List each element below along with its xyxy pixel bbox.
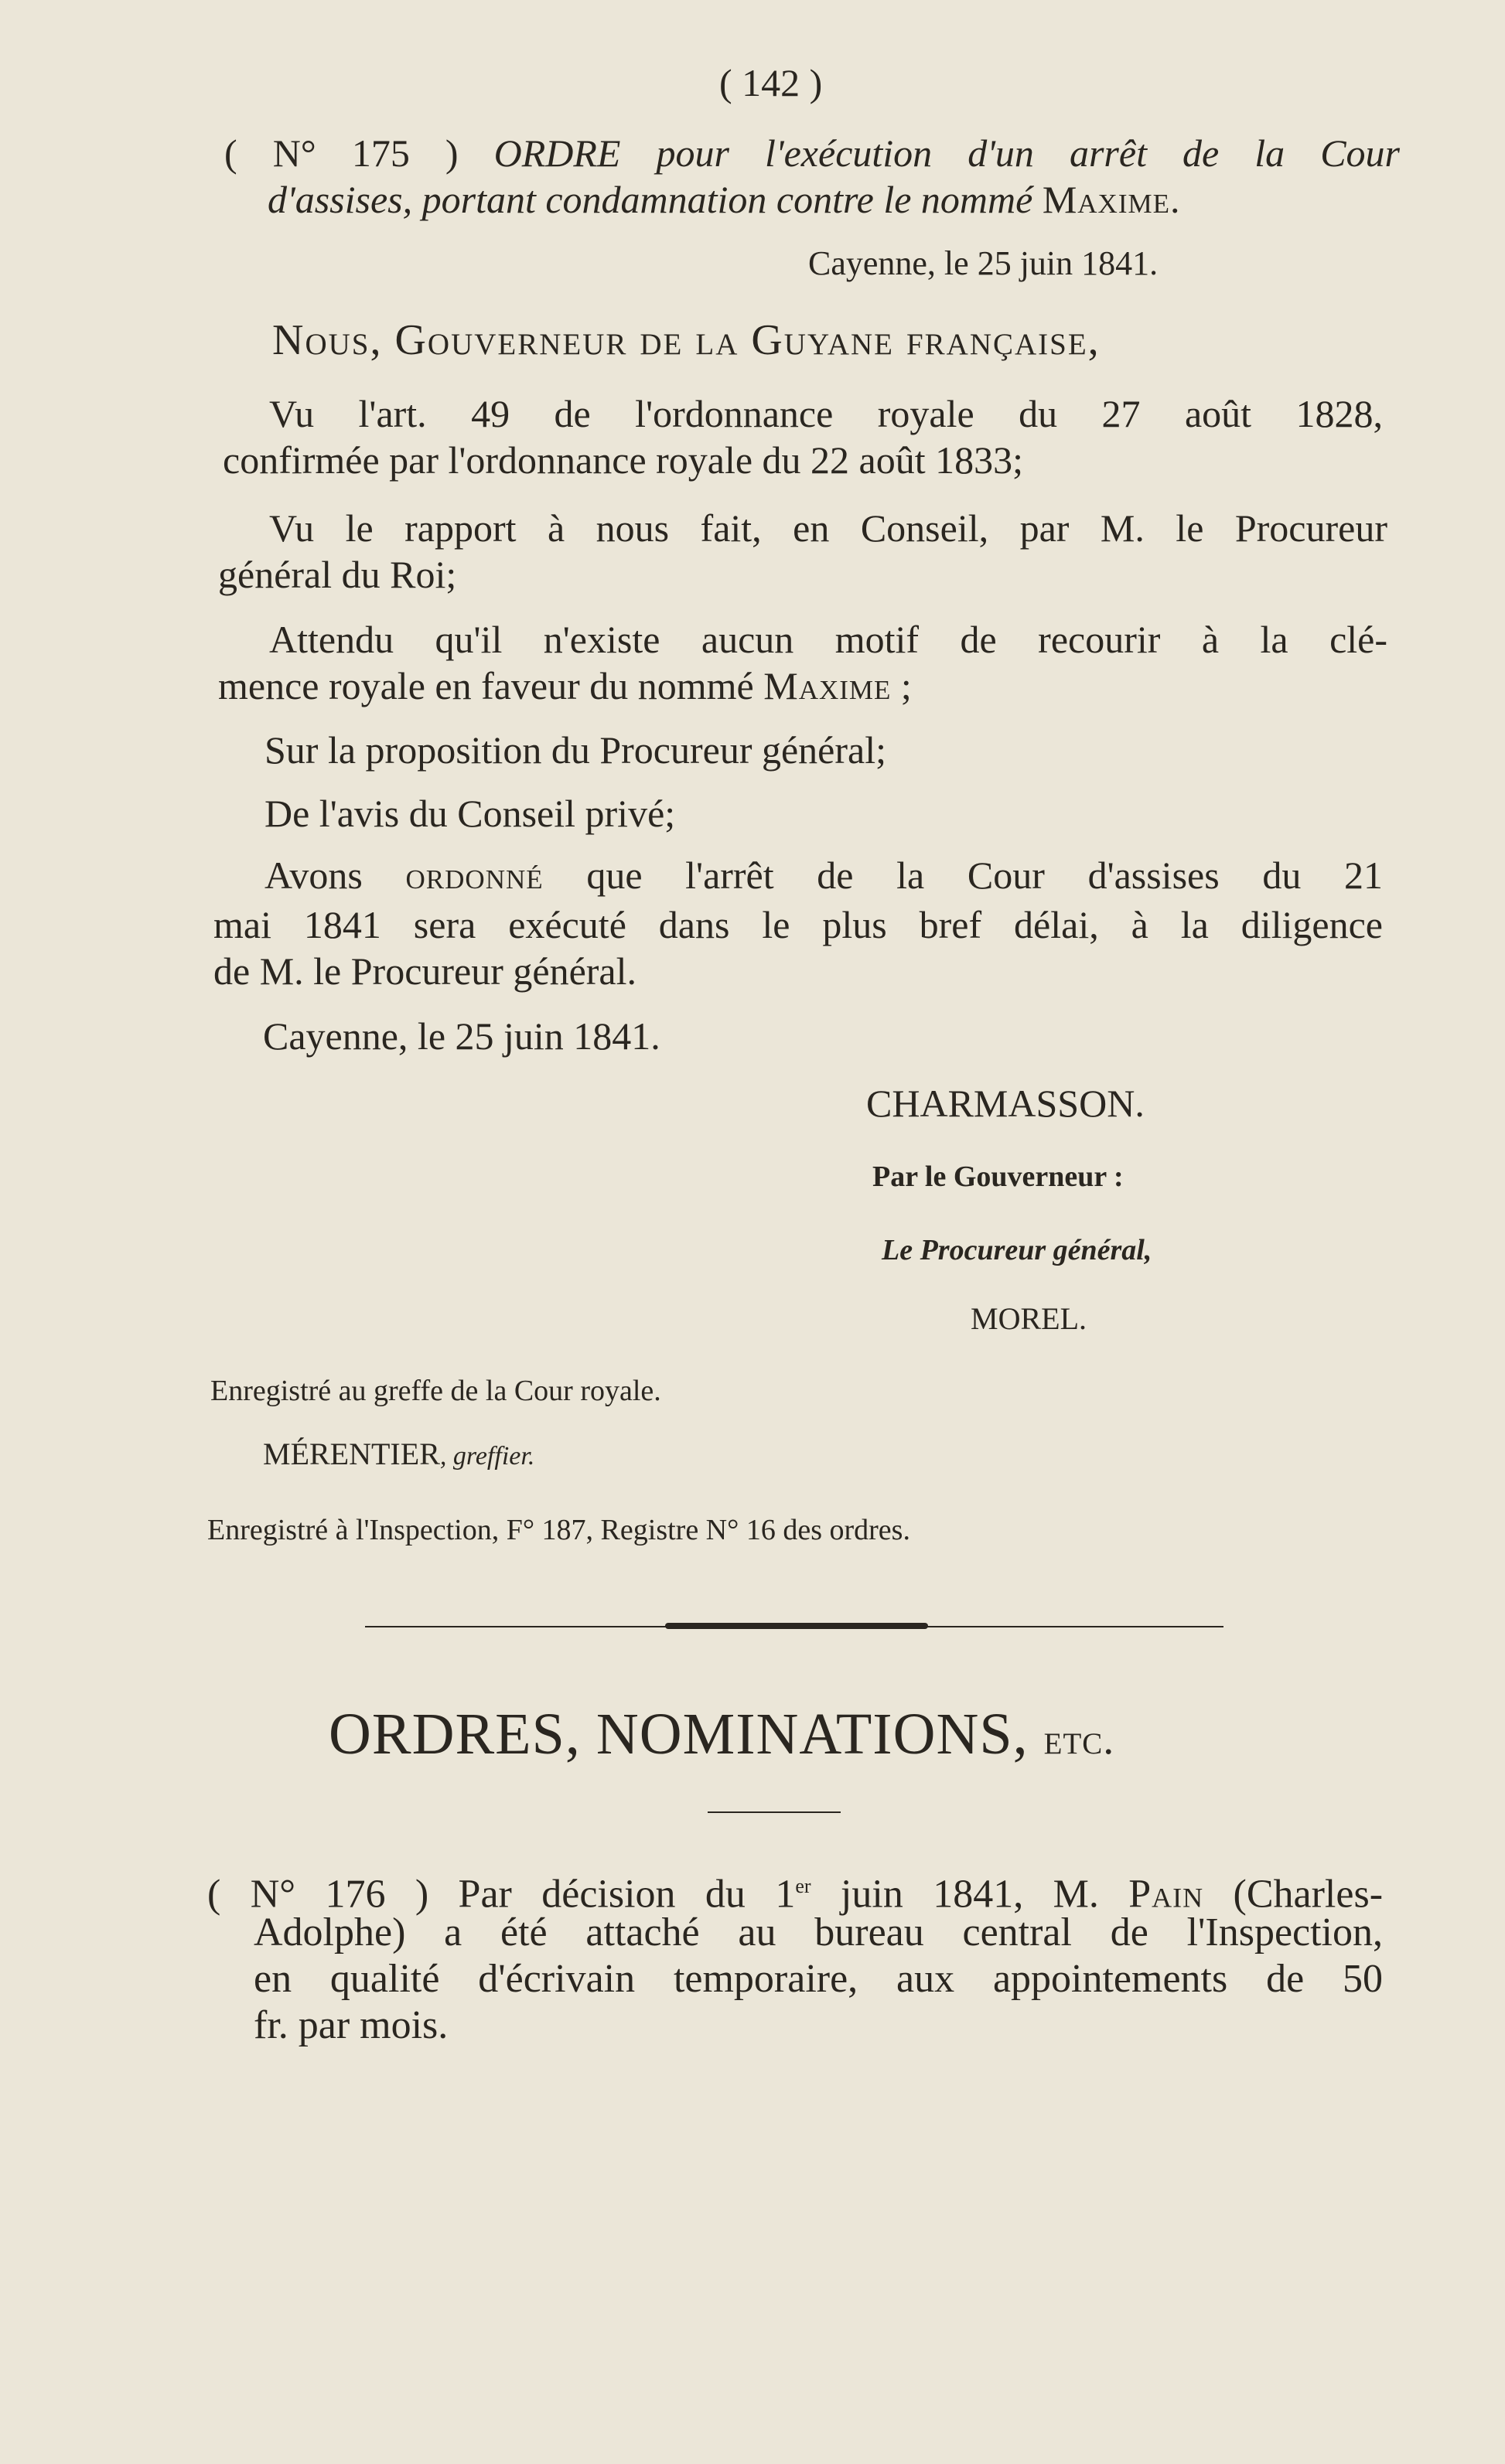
signature-morel: MOREL. bbox=[971, 1301, 1087, 1336]
order-176-text-b: juin 1841, M. bbox=[840, 1872, 1099, 1917]
order-175-p6-avons: Avons bbox=[264, 854, 363, 897]
order-175-p3-name: Maxime bbox=[763, 664, 892, 707]
order-175-p2-line1: Vu le rapport à nous fait, en Conseil, par M. le Procureur bbox=[269, 506, 1387, 550]
order-175-p6-text: que l'arrêt de la Cour d'assises du 21 bbox=[586, 854, 1384, 897]
order-175-title-line1 bbox=[224, 130, 1400, 176]
order-176-line3: en qualité d'écrivain temporaire, aux appointements de 50 bbox=[254, 1957, 1383, 2001]
order-176-line4: fr. par mois. bbox=[254, 2003, 449, 2047]
order-176-name: Pain bbox=[1128, 1872, 1204, 1917]
order-175-p6-line3: de M. le Procureur général. bbox=[213, 949, 636, 993]
order-175-p3-text: mence royale en faveur du nommé bbox=[218, 664, 754, 707]
order-175-p3-line1: Attendu qu'il n'existe aucun motif de recourir à la clé- bbox=[269, 618, 1387, 661]
order-175-title-end: . bbox=[1169, 178, 1180, 221]
order-175-p4: Sur la proposition du Procureur général; bbox=[264, 728, 886, 772]
greffe-note: Enregistré au greffe de la Cour royale. bbox=[210, 1375, 661, 1407]
order-175-number: ( N° 175 ) bbox=[224, 131, 459, 175]
section-heading bbox=[329, 1701, 1114, 1768]
signature-charmasson: CHARMASSON. bbox=[866, 1082, 1145, 1125]
order-175-p3-line2 bbox=[218, 663, 912, 709]
greffier-name: MÉRENTIER bbox=[263, 1436, 440, 1471]
order-175-p3-end: ; bbox=[900, 664, 912, 707]
order-176-number: ( N° 176 ) bbox=[207, 1872, 429, 1917]
order-175-dateline: Cayenne, le 25 juin 1841. bbox=[808, 244, 1159, 282]
order-176-line2: Adolphe) a été attaché au bureau central de l'Inspection, bbox=[254, 1910, 1383, 1955]
order-175-title-name: Maxime bbox=[1042, 178, 1170, 221]
order-175-p2-line2: général du Roi; bbox=[218, 553, 457, 596]
order-175-p1-line2: confirmée par l'ordonnance royale du 22 août 1833; bbox=[223, 438, 1024, 482]
order-176-text-a: Par décision du 1 bbox=[458, 1872, 796, 1917]
heading-underline bbox=[708, 1811, 841, 1813]
inspection-note: Enregistré à l'Inspection, F° 187, Registre N° 16 des ordres. bbox=[207, 1514, 910, 1546]
order-176-text-c: (Charles- bbox=[1233, 1872, 1384, 1917]
order-175-p1-line1: Vu l'art. 49 de l'ordonnance royale du 27 août 1828, bbox=[269, 392, 1383, 435]
order-175-title-line2 bbox=[268, 176, 1179, 223]
order-175-p6-ordonne: ordonné bbox=[405, 854, 544, 897]
order-175-p6-line2: mai 1841 sera exécuté dans le plus bref délai, à la diligence bbox=[213, 903, 1383, 946]
order-175-preamble: Nous, Gouverneur de la Guyane française, bbox=[272, 316, 1101, 364]
section-heading-text: ORDRES, NOMINATIONS, bbox=[329, 1702, 1029, 1767]
order-175-title-text: ORDRE pour l'exécution d'un arrêt de la Cour bbox=[493, 131, 1401, 175]
order-175-title-text2: d'assises, portant condamnation contre le nommé bbox=[268, 178, 1033, 221]
greffier-line bbox=[263, 1436, 534, 1472]
order-175-p5: De l'avis du Conseil privé; bbox=[264, 792, 676, 835]
par-le-gouverneur: Par le Gouverneur : bbox=[872, 1160, 1124, 1193]
section-separator-thick bbox=[665, 1623, 928, 1629]
order-176-sup: er bbox=[795, 1875, 811, 1897]
order-175-p6-line1 bbox=[264, 852, 1383, 898]
greffier-title: , greffier. bbox=[439, 1442, 535, 1471]
procureur-title: Le Procureur général, bbox=[882, 1234, 1152, 1266]
order-175-closing-date: Cayenne, le 25 juin 1841. bbox=[263, 1014, 660, 1058]
page-number: ( 142 ) bbox=[719, 61, 823, 104]
section-heading-etc: etc. bbox=[1043, 1716, 1115, 1764]
